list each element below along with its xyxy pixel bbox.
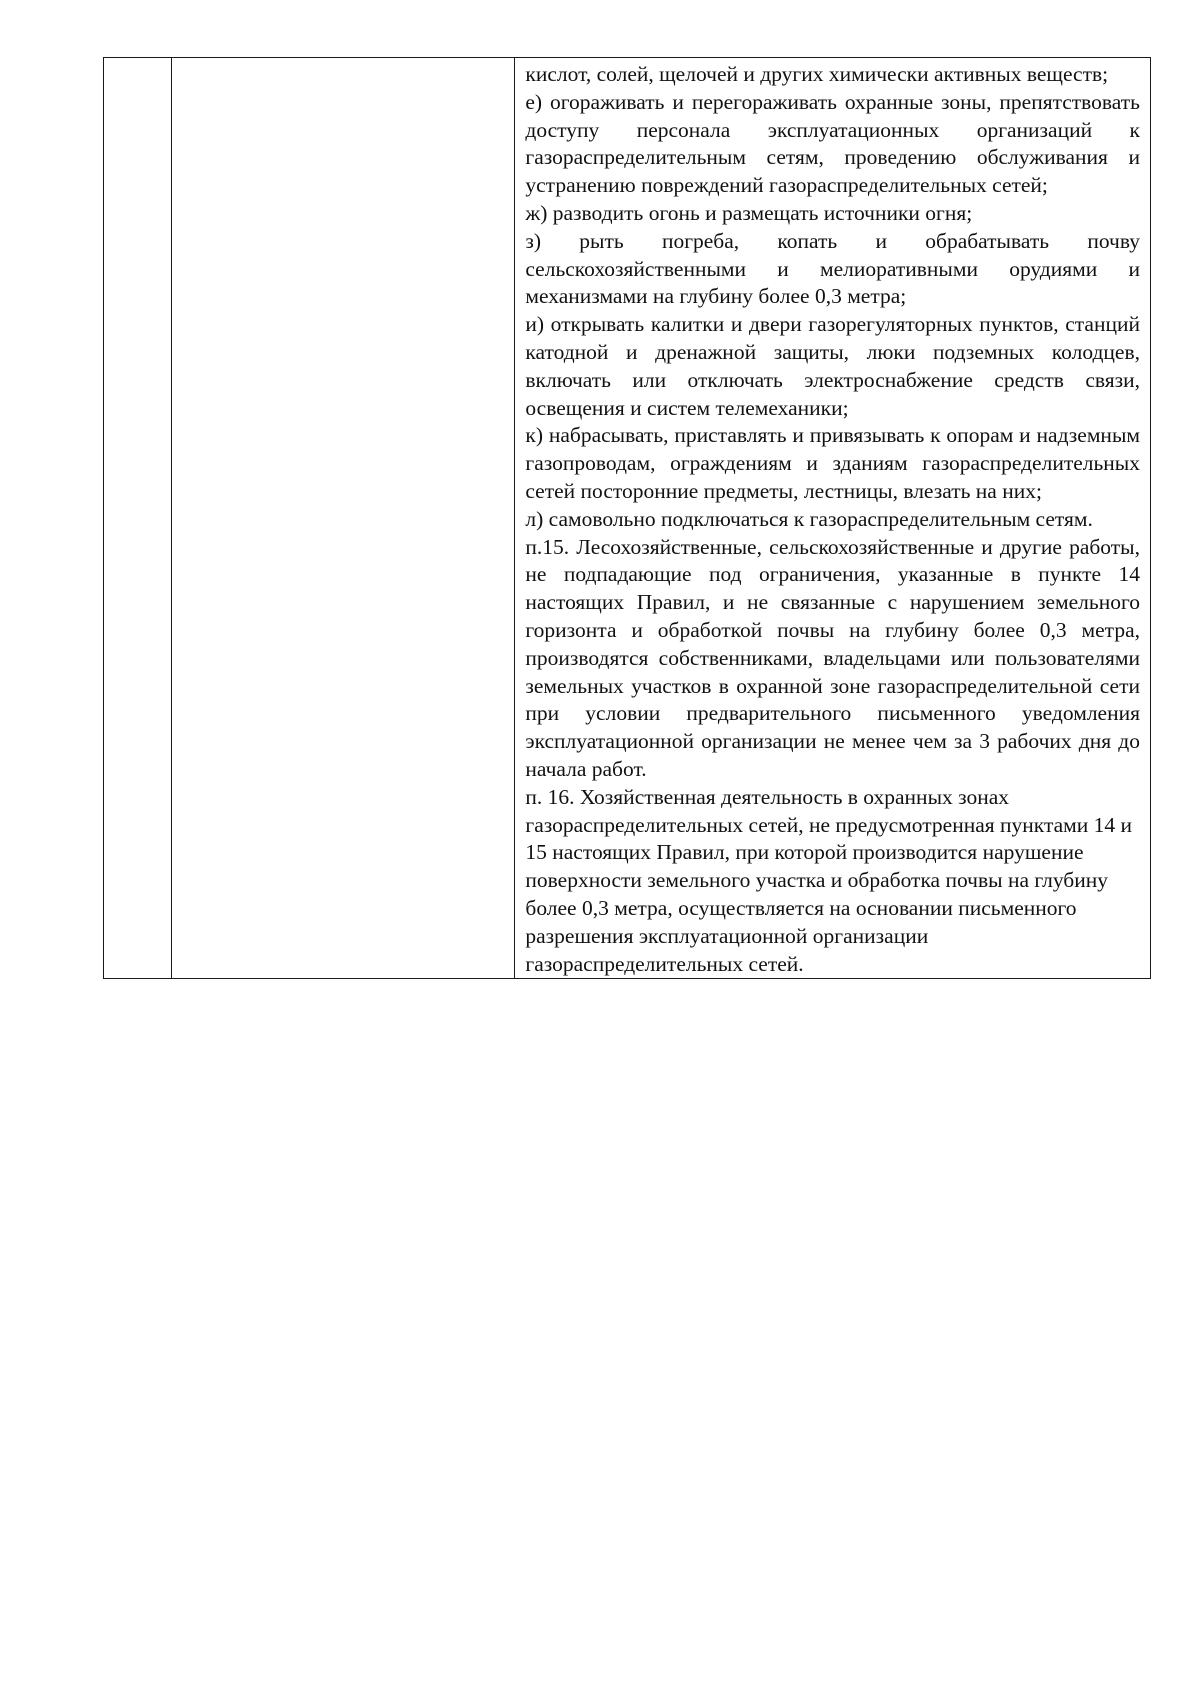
paragraph-zh: ж) разводить огонь и размещать источники огня; [525, 200, 973, 225]
paragraph-i: и) открывать калитки и двери газорегуляторных пунктов, станций катодной и дренажной защиты, люки подземных колодцев, включать или отключать электроснабжение средств связи, освещения и систем телемеханики; [525, 312, 1140, 420]
number-cell [104, 58, 172, 979]
table-row [104, 58, 1151, 979]
paragraph-p15: п.15. Лесохозяйственные, сельскохозяйственные и другие работы, не подпадающие под ограничения, указанные в пункте 14 настоящих Правил, и не связанные с нарушением земельного горизонта и обработкой почвы на глубину более 0,3 метра, производятся собственниками, владельцами или пользователями земельных участков в охранной зоне газораспределительной сети при условии предварительного письменного уведомления эксплуатационной организации не менее чем за 3 рабочих дня до начала работ. [525, 534, 1140, 781]
paragraph-acids: кислот, солей, щелочей и других химически активных веществ; [525, 62, 1109, 86]
name-cell [172, 58, 515, 979]
paragraph-e: е) огораживать и перегораживать охранные зоны, препятствовать доступу персонала эксплуатационных организаций к газораспределительным сетям, проведению обслуживания и устранению повреждений газораспределительных сетей; [525, 89, 1140, 198]
regulations-table [103, 57, 1151, 979]
text-cell-content [515, 58, 1150, 978]
text-cell [515, 58, 1151, 979]
paragraph-p16: п. 16. Хозяйственная деятельность в охранных зонах газораспределительных сетей, не предусмотренная пунктами 14 и 15 настоящих Правил, при которой производится нарушение поверхности земельного участка и обработка почвы на глубину более 0,3 метра, осуществляется на основании письменного разрешения эксплуатационной организации газораспределительных сетей. [525, 784, 1133, 976]
paragraph-z: з) рыть погреба, копать и обрабатывать почву сельскохозяйственными и мелиоративными орудиями и механизмами на глубину более 0,3 метра; [525, 228, 1140, 309]
paragraph-k: к) набрасывать, приставлять и привязывать к опорам и надземным газопроводам, ограждениям и зданиям газораспределительных сетей посторонние предметы, лестницы, влезать на них; [525, 423, 1140, 503]
paragraph-l: л) самовольно подключаться к газораспределительным сетям. [525, 506, 1093, 531]
